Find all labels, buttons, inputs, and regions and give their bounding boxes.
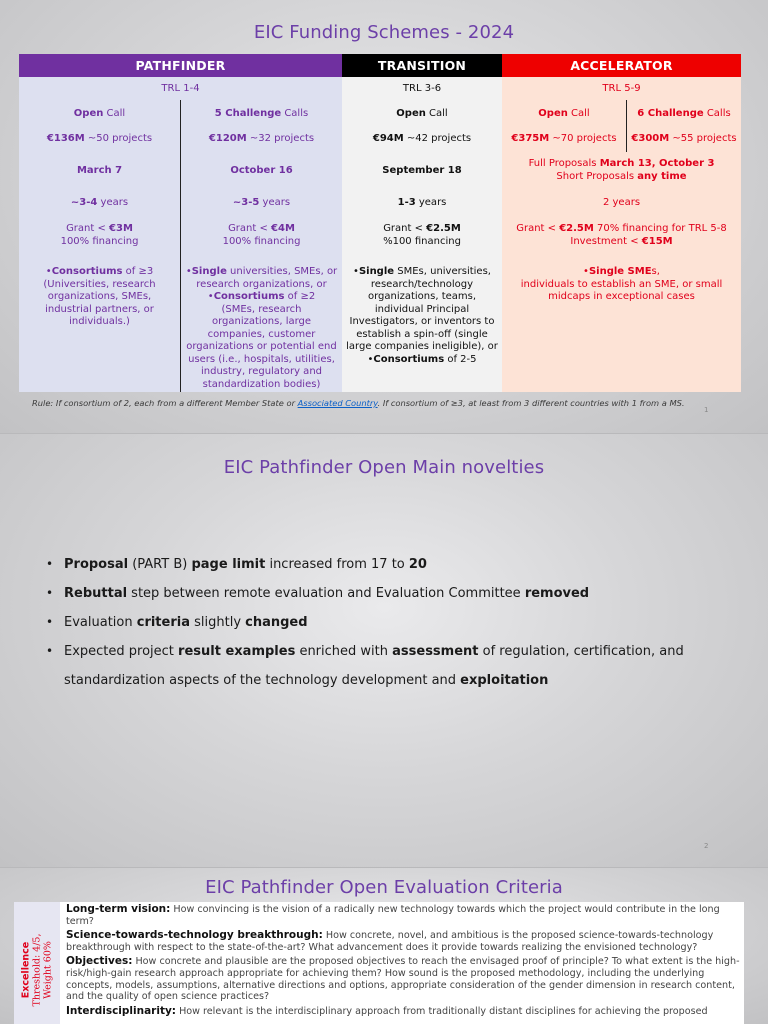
- criteria-box: [14, 902, 744, 1024]
- pf-open-deadline: March 7: [76, 165, 123, 176]
- transition-eligibility: •Single SMEs, universities, research/technology organizations, teams, individual Principal Investigators, or inventors to establish a spin-off (single large companies ineligible), or •Consortiums of 2-5: [346, 266, 498, 365]
- list-item: • Expected project result examples enriched with assessment of regulation, certification, and standardization aspects of the technology development and exploitation: [46, 644, 684, 688]
- transition-call: Open Call: [396, 108, 448, 119]
- list-item: • Rebuttal step between remote evaluation and Evaluation Committee removed: [46, 586, 590, 601]
- criterion: Objectives: How concrete and plausible are the proposed objectives to reach the envisaged proof of principle? To what extent is the high-risk/high-gain research approach appropriate for achieving them? How sound is the proposed methodology, including the underlying concepts, models, assumptions, alternative directions and options, appropriate consideration of the gender dimension in research content, and the quality of open science practices?: [66, 955, 740, 1003]
- slide-funding-schemes: [0, 0, 768, 433]
- pf-open-eligibility: •Consortiums of ≥3 (Universities, research organizations, SMEs, industrial partners, or individuals.): [43, 266, 156, 327]
- pf-challenge-eligibility: •Single universities, SMEs, or research organizations, or •Consortiums of ≥2 (SMEs, research organizations, large companies, customer organizations or potential end users (i.e., hospitals, utilities, industry, regulatory and standardization bodies): [185, 266, 338, 390]
- transition-duration: 1-3 years: [397, 197, 447, 208]
- slide-novelties: [0, 433, 768, 867]
- slide-title: EIC Funding Schemes - 2024: [253, 22, 515, 43]
- pf-challenge-duration: ~3-5 years: [232, 197, 291, 208]
- transition-budget: €94M ~42 projects: [372, 133, 472, 144]
- acc-challenge-call: 6 Challenge Calls: [637, 108, 731, 119]
- transition-grant: Grant < €2.5M %100 financing: [383, 223, 461, 247]
- acc-duration: 2 years: [602, 197, 641, 208]
- acc-open-call: Open Call: [538, 108, 590, 119]
- pf-open-duration: ~3-4 years: [70, 197, 129, 208]
- pf-challenge-call: 5 Challenge Calls: [214, 108, 309, 119]
- pf-challenge-budget: €120M ~32 projects: [208, 133, 315, 144]
- novelties-list: [46, 550, 746, 695]
- criterion: Long-term vision: How convincing is the vision of a radically new technology towards which the project would contribute in the long term?: [66, 903, 720, 927]
- excellence-label: Excellence Threshold: 4/5, Weight 60%: [20, 933, 54, 1007]
- associated-country-link[interactable]: Associated Country: [297, 398, 378, 408]
- transition-deadline: September 18: [382, 165, 462, 176]
- header-pathfinder: PATHFINDER: [19, 54, 342, 77]
- funding-table: [19, 54, 741, 392]
- pf-open-budget: €136M ~50 projects: [46, 133, 153, 144]
- slide-evaluation-criteria: [0, 867, 768, 1024]
- consortium-rule: Rule: If consortium of 2, each from a different Member State or Associated Country. If consortium of ≥3, at least from 3 different countries with 1 from a MS.: [32, 398, 685, 408]
- acc-eligibility: •Single SMEs, individuals to establish an SME, or small midcaps in exceptional cases: [520, 266, 723, 302]
- header-accelerator: ACCELERATOR: [502, 54, 741, 77]
- trl-transition: TRL 3-6: [402, 83, 442, 94]
- page-number: 2: [704, 842, 709, 850]
- criterion: Science-towards-technology breakthrough: How concrete, novel, and ambitious is the proposed science-towards-technology breakthrough with respect to the state-of-the-art? What advancement does it provide towards realizing the envisioned technology?: [66, 929, 714, 953]
- slide-title: EIC Pathfinder Open Evaluation Criteria: [205, 877, 563, 898]
- acc-grant: Grant < €2.5M 70% financing for TRL 5-8 Investment < €15M: [516, 223, 727, 247]
- header-transition: TRANSITION: [342, 54, 502, 77]
- list-item: • Evaluation criteria slightly changed: [46, 615, 308, 630]
- pf-open-grant: Grant < €3M 100% financing: [60, 223, 139, 247]
- criteria-side-label: [14, 902, 60, 1024]
- pf-challenge-grant: Grant < €4M 100% financing: [222, 223, 301, 247]
- trl-pathfinder: TRL 1-4: [161, 83, 200, 94]
- acc-open-budget: €375M ~70 projects: [511, 133, 617, 144]
- criterion: Interdisciplinarity: How relevant is the interdisciplinary approach from traditionally distant disciplines for achieving the proposed: [66, 1004, 708, 1017]
- pf-open-call: Open Call: [73, 108, 126, 119]
- slide-title: EIC Pathfinder Open Main novelties: [223, 457, 545, 478]
- criteria-list: [66, 904, 742, 1020]
- pf-challenge-deadline: October 16: [230, 165, 293, 176]
- acc-challenge-budget: €300M ~55 projects: [631, 133, 737, 144]
- page-number: 1: [704, 406, 709, 414]
- list-item: • Proposal (PART B) page limit increased from 17 to 20: [46, 557, 427, 572]
- trl-accelerator: TRL 5-9: [602, 83, 641, 94]
- acc-deadlines: Full Proposals March 13, October 3 Short Proposals any time: [528, 158, 715, 182]
